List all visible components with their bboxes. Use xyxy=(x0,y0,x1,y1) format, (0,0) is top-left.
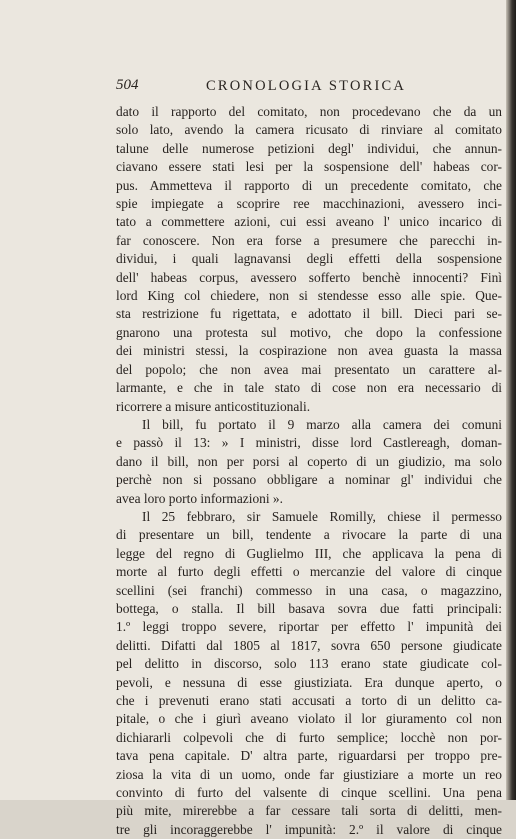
text-line: dei ministri stessi, la cospirazione non avea guasta la massa xyxy=(116,343,502,359)
body-text xyxy=(116,103,502,839)
text-line: dato il rapporto del comitato, non procedevano che da un xyxy=(116,104,502,119)
text-line: e passò il 13: » I ministri, disse lord Castlereagh, doman- xyxy=(116,435,502,451)
page-number: 504 xyxy=(116,77,139,93)
text-line: spie impiegate a scoprire ree macchinazioni, avessero inci- xyxy=(116,196,502,212)
text-line: ciavano essere stati lesi per la sospensione dell' habeas cor- xyxy=(116,159,502,175)
text-line: ziosa la vita di un uomo, onde far giustiziare a morte un reo xyxy=(116,766,502,782)
text-line: del popolo; che non avea mai presentato un carattere al- xyxy=(116,361,502,377)
text-line: tre gli incoraggerebbe l' impunità: 2.º il valore di cinque xyxy=(116,821,502,837)
text-line: di presentare un bill, tendente a rivocare la parte di una xyxy=(116,527,502,543)
page-header xyxy=(116,77,508,97)
text-line: sta restrizione fu rigettata, e adottato il bill. Dieci pari se- xyxy=(116,306,502,322)
text-line: Il 25 febbraro, sir Samuele Romilly, chiese il permesso xyxy=(142,508,502,524)
text-line: morte al furto degli effetti o mercanzie del valore di cinque xyxy=(116,564,502,580)
text-line: dividui, i quali lagnavansi degli effetti della sospensione xyxy=(116,251,502,267)
text-line: 1.º leggi troppo severe, riportar per effetto l' impunità dei xyxy=(116,619,502,635)
running-title: CRONOLOGIA STORICA xyxy=(206,78,407,94)
text-line: solo lato, avendo la camera ricusato di rinviare al comitato xyxy=(116,122,502,138)
text-line: larmante, e che in tale stato di cose non era necessario di xyxy=(116,380,502,396)
book-gutter-edge xyxy=(506,0,516,800)
text-line: pevoli, e nessuna di esse giustiziata. Era dunque aperto, o xyxy=(116,674,502,690)
text-line: dano il bill, non per porsi al coperto di un giudizio, ma solo xyxy=(116,453,502,469)
text-line: perchè non si possano obbligare a nominar gl' individui che xyxy=(116,472,502,488)
text-line: tava pena capitale. D' altra parte, riguardarsi per troppo pre- xyxy=(116,748,502,764)
text-line: legge del regno di Guglielmo III, che applicava la pena di xyxy=(116,545,502,561)
text-line: dell' habeas corpus, avessero sofferto benchè innocenti? Finì xyxy=(116,269,502,285)
text-line: lord King col chiedere, non si stendesse esso alle spie. Que- xyxy=(116,288,502,304)
text-line: talune delle numerose petizioni degl' individui, che annun- xyxy=(116,140,502,156)
text-line: avea loro porto informazioni ». xyxy=(116,490,283,506)
text-line: pitale, o che i giurì aveano violato il lor giuramento col non xyxy=(116,711,502,727)
text-line: far conoscere. Non era forse a presumere che parecchi in- xyxy=(116,232,502,248)
text-line: che i prevenuti erano stati accusati a torto di un delitto ca- xyxy=(116,693,502,708)
text-line: scellini (sei franchi) commesso in una casa, o magazzino, xyxy=(116,582,502,598)
text-line: tato a commettere azioni, cui essi aveano l' unico incarico di xyxy=(116,214,502,230)
text-line: pus. Ammetteva il rapporto di un precedente comitato, che xyxy=(116,177,502,193)
text-line: bottega, o stalla. Il bill basava sovra due fatti principali: xyxy=(116,600,502,616)
text-line: pel delitto in discorso, solo 113 erano state giudicate col- xyxy=(116,656,502,672)
text-line: gnarono una protesta sul motivo, che dopo la confessione xyxy=(116,324,502,340)
text-line: Il bill, fu portato il 9 marzo alla camera dei comuni xyxy=(142,416,502,432)
text-line: convinto di furto del valsente di cinque scellini. Una pena xyxy=(116,785,502,801)
text-line: ricorrere a misure anticostituzionali. xyxy=(116,398,311,414)
text-line: più mite, mirerebbe a far cessare tali sorta di delitti, men- xyxy=(116,803,502,819)
text-line: delitti. Difatti dal 1805 al 1817, sovra 650 persone giudicate xyxy=(116,637,502,653)
text-line: dichiararli colpevoli che di furto semplice; locchè non por- xyxy=(116,729,502,745)
